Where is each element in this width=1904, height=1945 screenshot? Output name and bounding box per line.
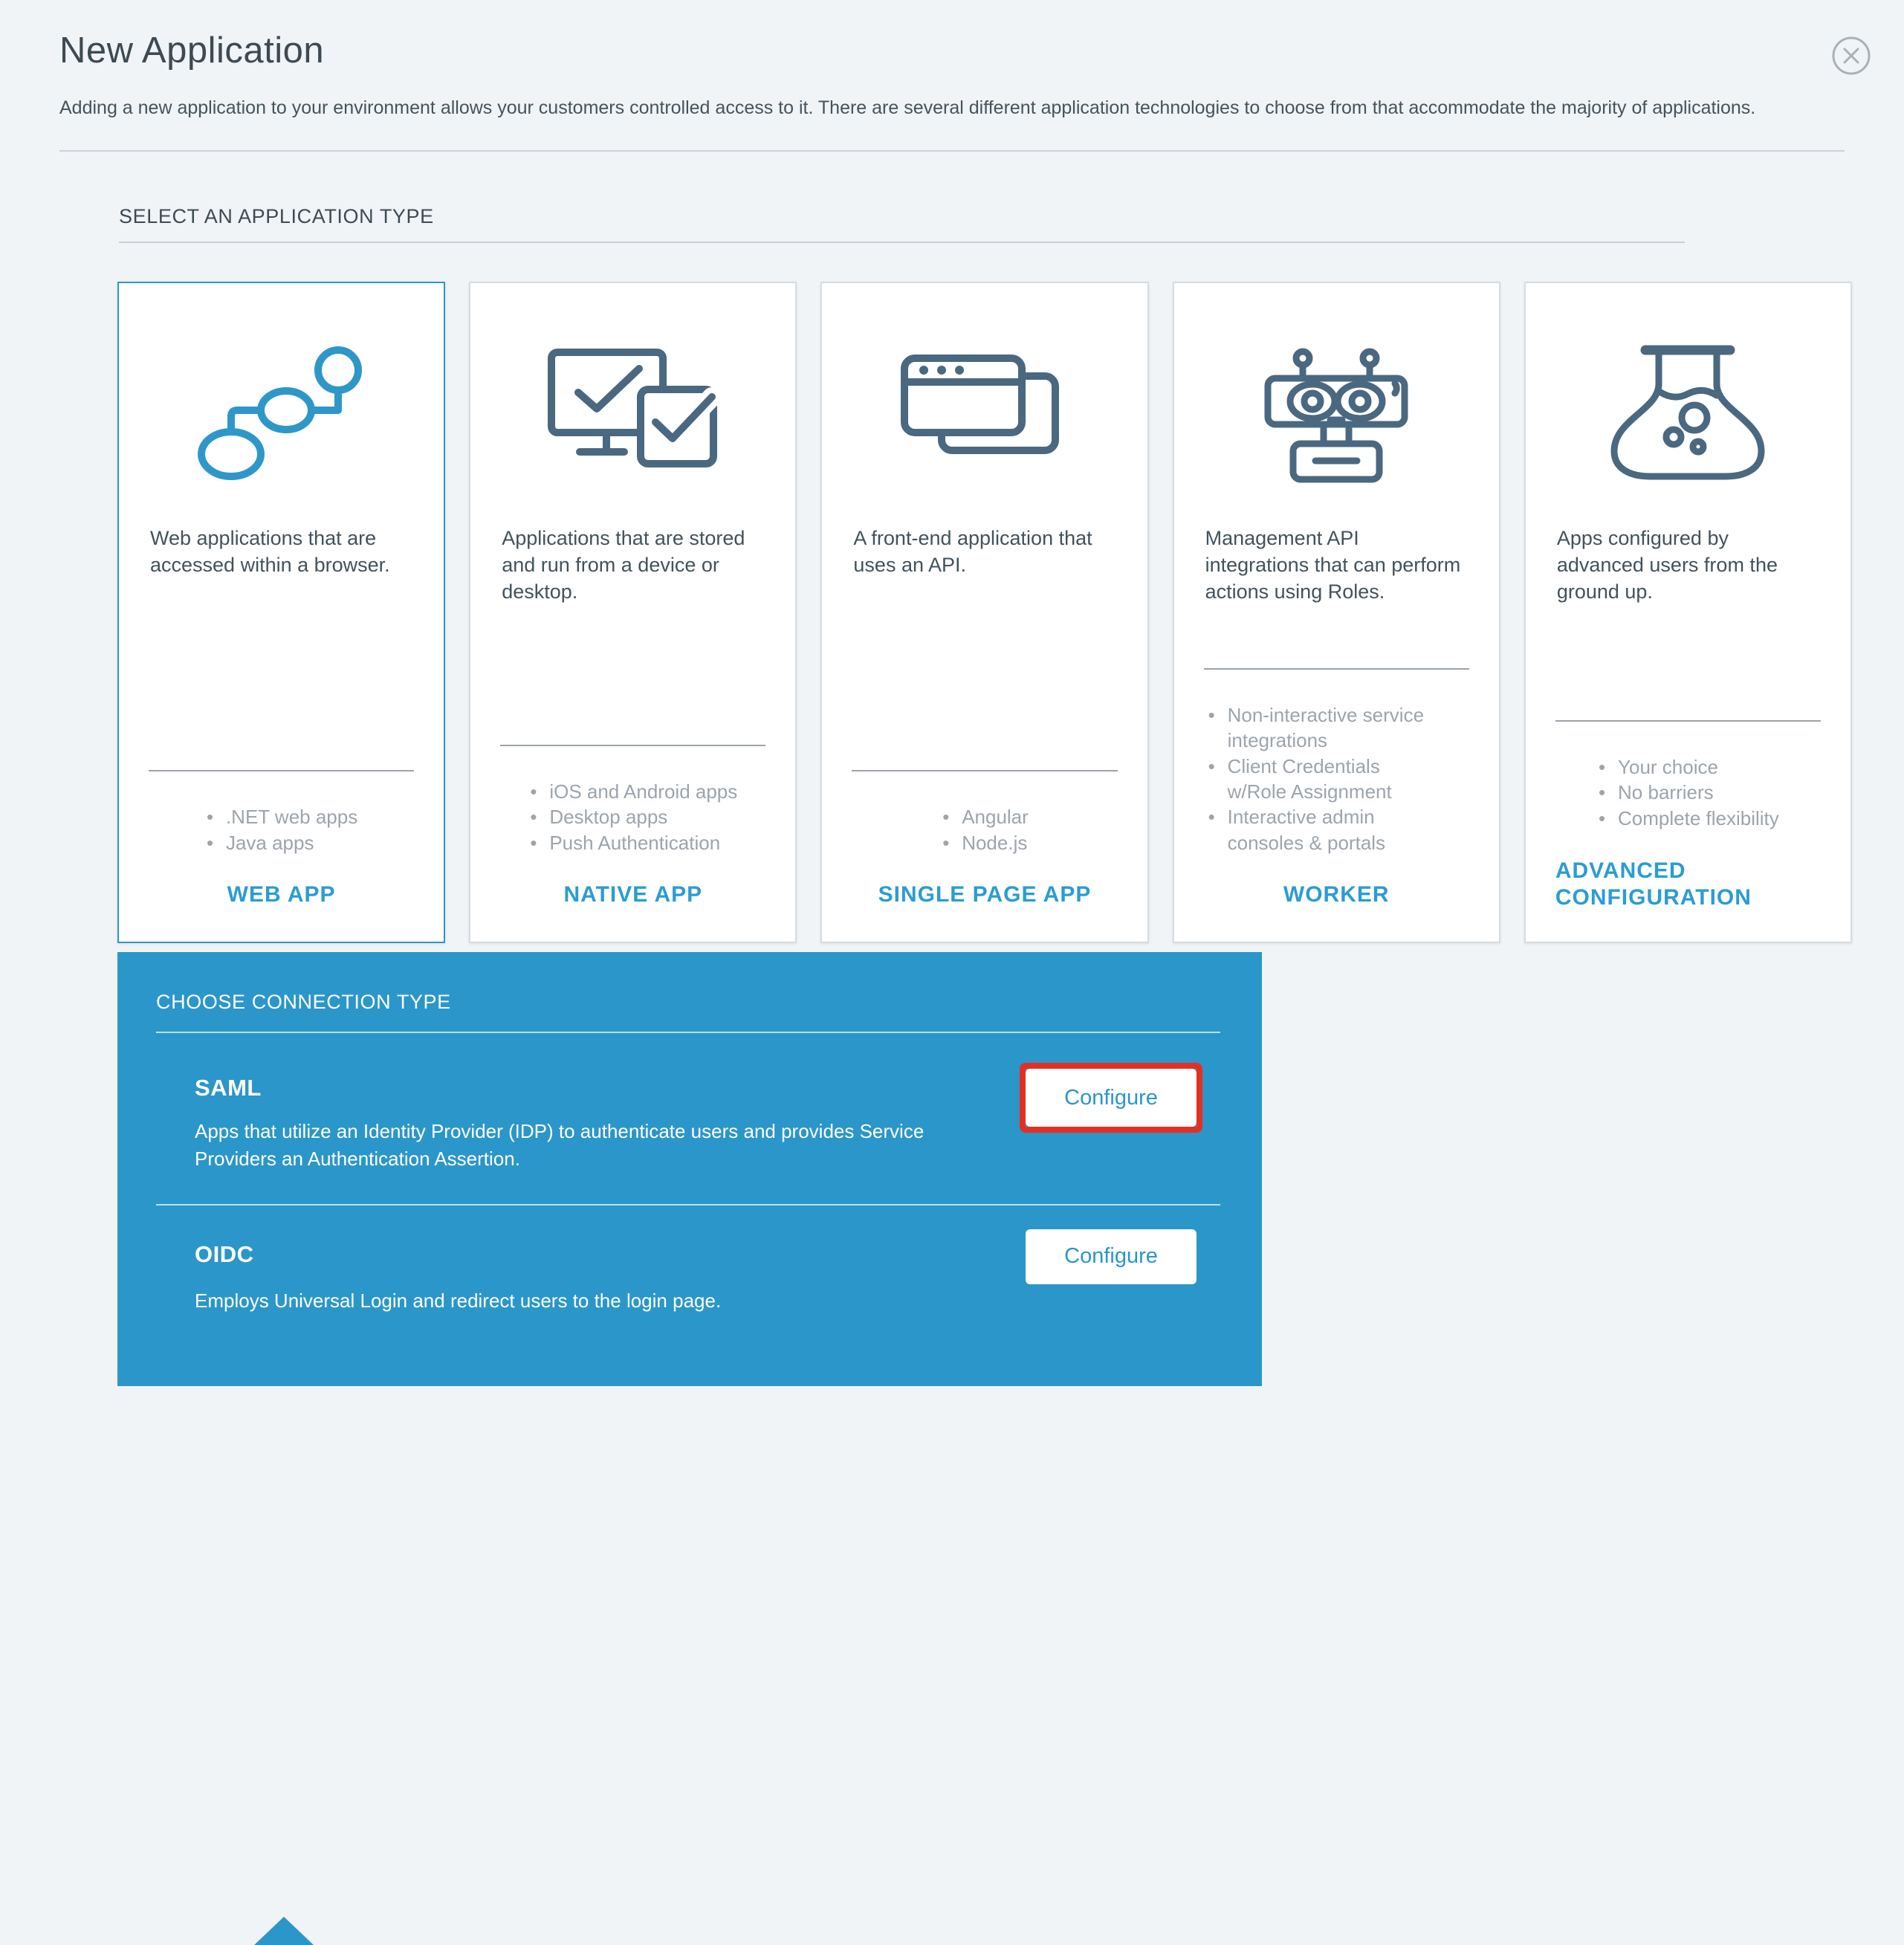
card-description: A front-end application that uses an API. xyxy=(853,527,1092,577)
card-bullet-list xyxy=(1597,754,1779,831)
close-icon xyxy=(1831,67,1871,78)
card-bullet-list xyxy=(528,779,737,855)
application-type-section-header xyxy=(119,205,1904,243)
section-divider xyxy=(119,242,1685,243)
section-title: SELECT AN APPLICATION TYPE xyxy=(119,205,434,227)
connection-panel-title: CHOOSE CONNECTION TYPE xyxy=(156,991,451,1013)
card-divider xyxy=(500,745,765,746)
card-bullet: • Interactive admin consoles & portals xyxy=(1207,804,1439,855)
card-description: Management API integrations that can perform actions using Roles. xyxy=(1205,527,1461,603)
card-bullet: • Node.js xyxy=(941,830,1029,855)
card-bullet: • Client Credentials w/Role Assignment xyxy=(1207,754,1439,805)
connection-option-oidc xyxy=(156,1229,1220,1315)
card-bullet: • .NET web apps xyxy=(205,804,357,829)
card-divider xyxy=(852,770,1117,771)
card-label: WEB APP xyxy=(227,882,336,907)
card-web-app[interactable] xyxy=(117,282,445,943)
card-bullet: • Desktop apps xyxy=(528,804,737,829)
card-label: NATIVE APP xyxy=(563,882,703,907)
configure-saml-button[interactable]: Configure xyxy=(1026,1069,1197,1127)
robot-icon xyxy=(1204,326,1469,501)
card-divider xyxy=(1555,720,1821,722)
card-label: WORKER xyxy=(1283,882,1390,907)
card-label: ADVANCED CONFIGURATION xyxy=(1555,858,1752,910)
card-description: Apps configured by advanced users from the ground up. xyxy=(1556,527,1778,603)
connection-description: Apps that utilize an Identity Provider (IDP) to authenticate users and provides Service Providers an Authentication Assertion. xyxy=(195,1120,925,1170)
page-title: New Application xyxy=(59,30,325,71)
card-description: Applications that are stored and run from a device or desktop. xyxy=(502,527,745,603)
page-description: Adding a new application to your environment allows your customers controlled access to it. There are several different application technologies to choose from that accommodate the majority of applications. xyxy=(59,97,1756,118)
choose-connection-panel xyxy=(117,952,1262,1386)
header-divider xyxy=(59,150,1845,152)
card-native-app[interactable] xyxy=(469,282,797,943)
devices-check-icon xyxy=(500,326,765,501)
card-divider xyxy=(1204,668,1469,670)
configure-oidc-button[interactable]: Configure xyxy=(1026,1229,1197,1284)
close-button[interactable] xyxy=(1831,36,1871,76)
connection-name: OIDC xyxy=(195,1240,254,1267)
card-bullet: • Complete flexibility xyxy=(1597,806,1779,831)
card-bullet: • Non-interactive service integrations xyxy=(1207,702,1439,754)
card-bullet-list xyxy=(1207,702,1439,855)
card-bullet: • Your choice xyxy=(1597,754,1779,780)
highlight-ring xyxy=(1020,1063,1202,1133)
flask-icon xyxy=(1555,326,1821,501)
card-bullet: • iOS and Android apps xyxy=(528,779,737,804)
card-bullet: • Java apps xyxy=(205,830,357,855)
connection-divider xyxy=(156,1204,1220,1205)
card-single-page-app[interactable] xyxy=(820,282,1148,943)
dialog-header xyxy=(0,0,1904,152)
card-description: Web applications that are accessed within a browser. xyxy=(150,527,390,577)
card-bullet: • Angular xyxy=(941,804,1029,829)
selected-card-pointer-icon xyxy=(254,1917,314,1945)
workflow-nodes-icon xyxy=(149,326,414,501)
connection-name: SAML xyxy=(195,1075,262,1101)
card-bullet-list xyxy=(205,804,357,855)
card-bullet-list xyxy=(941,804,1029,855)
card-worker[interactable] xyxy=(1173,282,1500,943)
connection-option-saml xyxy=(156,1063,1220,1173)
card-bullet: • No barriers xyxy=(1597,780,1779,805)
connection-description: Employs Universal Login and redirect users to the login page. xyxy=(195,1289,722,1312)
application-type-cards xyxy=(117,282,1852,943)
card-label: SINGLE PAGE APP xyxy=(878,882,1092,907)
browser-windows-icon xyxy=(852,326,1117,501)
card-divider xyxy=(149,770,414,771)
card-bullet: • Push Authentication xyxy=(528,830,737,855)
card-advanced-configuration[interactable] xyxy=(1524,282,1852,943)
